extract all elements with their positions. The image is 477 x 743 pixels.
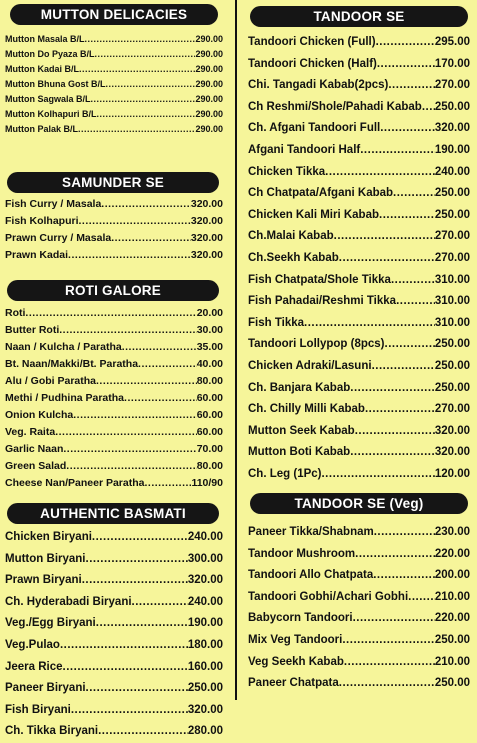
menu-item-price: 160.00 — [187, 660, 223, 673]
roti-header: ROTI GALORE — [7, 280, 219, 301]
menu-item-price: 250.00 — [434, 338, 470, 351]
leader-dots — [360, 140, 435, 162]
leader-dots — [86, 549, 188, 571]
menu-item-name: Chicken Kali Miri Kabab — [248, 208, 380, 221]
leader-dots — [385, 334, 435, 356]
menu-item-name: Onion Kulcha — [5, 409, 74, 421]
menu-item-name: Prawn Curry / Masala — [5, 232, 112, 244]
menu-item — [5, 122, 223, 137]
menu-item — [5, 592, 223, 614]
menu-item — [5, 92, 223, 107]
menu-item — [5, 458, 223, 475]
leader-dots — [92, 527, 188, 549]
menu-item-price: 320.00 — [187, 703, 223, 716]
menu-item-name: Fish Chatpata/Shole Tikka — [248, 273, 391, 286]
menu-item-price: 250.00 — [434, 677, 470, 690]
menu-item-price: 60.00 — [196, 392, 223, 404]
menu-item — [5, 230, 223, 247]
menu-item-price: 120.00 — [434, 467, 470, 480]
leader-dots — [91, 92, 196, 107]
menu-item-price: 310.00 — [434, 295, 470, 308]
samunder-header: SAMUNDER SE — [7, 172, 219, 193]
menu-item — [248, 226, 470, 248]
leader-dots — [355, 544, 435, 566]
menu-item-name: Fish Curry / Masala — [5, 198, 102, 210]
menu-item-price: 60.00 — [196, 409, 223, 421]
menu-item-name: Tandoor Mushroom — [248, 547, 356, 560]
menu-item-name: Veg./Egg Biryani — [5, 617, 96, 630]
menu-item — [5, 527, 223, 549]
menu-item — [5, 62, 223, 77]
menu-item — [5, 549, 223, 571]
menu-item — [248, 270, 470, 292]
menu-item-price: 30.00 — [196, 324, 223, 336]
menu-item-price: 180.00 — [187, 638, 223, 651]
menu-item-name: Paneer Biryani — [5, 682, 86, 695]
roti-list — [5, 305, 223, 492]
leader-dots — [111, 230, 191, 247]
leader-dots — [122, 339, 197, 356]
menu-item-name: Mutton Kadai B/L — [5, 64, 79, 74]
menu-item-name: Paneer Tikka/Shabnam — [248, 526, 374, 538]
menu-item — [248, 464, 470, 486]
menu-item-name: Veg.Pulao — [5, 638, 60, 651]
menu-item-price: 240.00 — [434, 165, 470, 178]
leader-dots — [325, 162, 435, 184]
menu-item-price: 290.00 — [195, 124, 223, 134]
menu-item — [5, 213, 223, 230]
menu-item — [248, 118, 470, 140]
menu-item — [248, 522, 470, 544]
menu-item-price: 295.00 — [434, 36, 470, 48]
menu-item-name: Chicken Biryani — [5, 531, 92, 543]
leader-dots — [124, 390, 197, 407]
menu-item-price: 270.00 — [434, 403, 470, 416]
menu-item-name: Tandoori Chicken (Half) — [248, 57, 377, 70]
menu-item-name: Babycorn Tandoori — [248, 612, 353, 625]
leader-dots — [96, 613, 188, 635]
menu-item-price: 250.00 — [434, 100, 470, 113]
leader-dots — [144, 475, 191, 492]
menu-item-name: Mutton Boti Kabab — [248, 446, 351, 459]
leader-dots — [60, 635, 188, 657]
leader-dots — [342, 630, 434, 652]
menu-item-name: Fish Pahadai/Reshmi Tikka — [248, 295, 397, 308]
menu-item-name: Afgani Tandoori Half — [248, 143, 361, 156]
menu-item — [248, 587, 470, 609]
menu-item-price: 110/90 — [191, 477, 223, 489]
menu-item-name: Ch Chatpata/Afgani Kabab — [248, 187, 394, 200]
menu-item-name: Chicken Adraki/Lasuni — [248, 359, 372, 372]
menu-item-price: 60.00 — [196, 426, 223, 438]
menu-item-name: Tandoori Lollypop (8pcs) — [248, 338, 385, 351]
leader-dots — [321, 464, 434, 486]
menu-item-price: 210.00 — [434, 590, 470, 603]
menu-item — [5, 721, 223, 743]
menu-item-name: Ch.Malai Kabab — [248, 230, 334, 243]
menu-item-price: 300.00 — [187, 552, 223, 565]
menu-item — [248, 421, 470, 443]
menu-item — [248, 399, 470, 421]
leader-dots — [98, 721, 188, 743]
menu-item-name: Mutton Bhuna Gost B/L — [5, 79, 106, 89]
menu-item — [5, 32, 223, 47]
menu-item — [5, 322, 223, 339]
leader-dots — [86, 678, 188, 700]
leader-dots — [373, 565, 435, 587]
menu-item-name: Garlic Naan — [5, 443, 64, 455]
menu-item — [248, 378, 470, 400]
leader-dots — [380, 118, 435, 140]
menu-item — [248, 652, 470, 674]
menu-item-name: Methi / Pudhina Paratha — [5, 392, 125, 404]
menu-item-price: 170.00 — [434, 57, 470, 70]
menu-item-name: Veg. Raita — [5, 426, 56, 438]
menu-item-price: 250.00 — [434, 359, 470, 372]
leader-dots — [101, 196, 191, 213]
leader-dots — [396, 291, 435, 313]
menu-item — [248, 313, 470, 335]
leader-dots — [71, 700, 188, 722]
menu-item — [248, 565, 470, 587]
menu-item-price: 230.00 — [434, 526, 470, 538]
menu-item — [248, 248, 470, 270]
menu-item — [248, 183, 470, 205]
menu-item — [248, 162, 470, 184]
menu-item — [5, 77, 223, 92]
menu-item-name: Mutton Palak B/L — [5, 124, 79, 134]
menu-item-price: 220.00 — [434, 547, 470, 560]
menu-item — [248, 673, 470, 695]
menu-item-price: 190.00 — [434, 143, 470, 156]
menu-item-price: 320.00 — [434, 122, 470, 135]
menu-item-price: 320.00 — [434, 424, 470, 437]
menu-item-price: 210.00 — [434, 655, 470, 668]
menu-item-price: 200.00 — [434, 569, 470, 582]
menu-item-name: Ch. Leg (1Pc) — [248, 467, 322, 480]
mutton-header: MUTTON DELICACIES — [10, 4, 218, 25]
menu-item-price: 40.00 — [196, 358, 223, 370]
menu-item-price: 320.00 — [187, 574, 223, 587]
menu-item-price: 20.00 — [196, 307, 223, 319]
menu-item — [248, 291, 470, 313]
menu-item-price: 320.00 — [190, 249, 223, 261]
leader-dots — [422, 97, 435, 119]
menu-item — [5, 339, 223, 356]
menu-item — [248, 32, 470, 54]
menu-item — [5, 305, 223, 322]
menu-item-name: Bt. Naan/Makki/Bt. Paratha — [5, 358, 139, 370]
menu-item — [248, 97, 470, 119]
menu-item-name: Chi. Tangadi Kabab(2pcs) — [248, 79, 389, 92]
leader-dots — [68, 247, 191, 264]
menu-item-price: 70.00 — [196, 443, 223, 455]
menu-item — [5, 700, 223, 722]
leader-dots — [304, 313, 435, 335]
menu-item-price: 320.00 — [434, 446, 470, 459]
leader-dots — [138, 356, 197, 373]
menu-item — [5, 247, 223, 264]
menu-item-price: 240.00 — [187, 531, 223, 543]
leader-dots — [391, 270, 435, 292]
leader-dots — [374, 522, 435, 544]
leader-dots — [393, 183, 435, 205]
menu-item-name: Tandoori Allo Chatpata — [248, 569, 374, 582]
leader-dots — [78, 122, 195, 137]
menu-item-name: Prawn Biryani — [5, 574, 82, 587]
menu-item — [248, 544, 470, 566]
basmati-header: AUTHENTIC BASMATI — [7, 503, 219, 524]
menu-item — [5, 47, 223, 62]
leader-dots — [376, 32, 435, 54]
menu-item-price: 190.00 — [187, 617, 223, 630]
menu-item-name: Ch.Seekh Kabab — [248, 251, 339, 264]
menu-item-price: 250.00 — [434, 381, 470, 394]
leader-dots — [132, 592, 188, 614]
menu-item-price: 290.00 — [195, 94, 223, 104]
leader-dots — [350, 378, 435, 400]
menu-item-name: Mutton Biryani — [5, 552, 86, 565]
leader-dots — [82, 570, 188, 592]
leader-dots — [55, 424, 197, 441]
menu-item-name: Roti — [5, 307, 26, 319]
menu-item-price: 290.00 — [195, 79, 223, 89]
menu-item-name: Alu / Gobi Paratha — [5, 375, 97, 387]
menu-item-name: Veg Seekh Kabab — [248, 655, 344, 668]
leader-dots — [85, 32, 196, 47]
menu-item — [5, 373, 223, 390]
leader-dots — [353, 608, 435, 630]
tandoor-veg-header: TANDOOR SE (Veg) — [250, 493, 468, 514]
leader-dots — [334, 226, 435, 248]
menu-item-name: Cheese Nan/Paneer Paratha — [5, 477, 145, 489]
tandoor-veg-list — [248, 522, 470, 695]
menu-item-name: Butter Roti — [5, 324, 60, 336]
menu-item-name: Fish Biryani — [5, 703, 71, 716]
samunder-list — [5, 196, 223, 264]
menu-item-price: 290.00 — [195, 109, 223, 119]
menu-item-price: 35.00 — [196, 341, 223, 353]
menu-item-price: 80.00 — [196, 460, 223, 472]
menu-item-price: 80.00 — [196, 375, 223, 387]
menu-item-name: Mix Veg Tandoori — [248, 633, 343, 646]
menu-item — [5, 407, 223, 424]
menu-item-price: 280.00 — [187, 725, 223, 738]
leader-dots — [59, 322, 196, 339]
basmati-list — [5, 527, 223, 743]
leader-dots — [96, 373, 197, 390]
menu-item — [5, 635, 223, 657]
leader-dots — [408, 587, 435, 609]
menu-item-price: 250.00 — [434, 208, 470, 221]
leader-dots — [63, 657, 188, 679]
menu-item-name: Ch. Banjara Kabab — [248, 381, 351, 394]
menu-item-name: Ch Reshmi/Shole/Pahadi Kabab — [248, 100, 422, 113]
menu-item-price: 320.00 — [190, 215, 223, 227]
menu-item-price: 320.00 — [190, 232, 223, 244]
menu-item — [5, 196, 223, 213]
menu-item-name: Ch. Chilly Milli Kabab — [248, 403, 365, 416]
menu-item-name: Tandoori Gobhi/Achari Gobhi — [248, 590, 409, 603]
menu-item-price: 320.00 — [190, 198, 223, 210]
menu-item — [5, 570, 223, 592]
leader-dots — [372, 356, 435, 378]
column-divider — [235, 0, 237, 700]
menu-item-name: Chicken Tikka — [248, 165, 326, 178]
menu-item-price: 250.00 — [187, 682, 223, 695]
mutton-list — [5, 32, 223, 137]
leader-dots — [96, 107, 195, 122]
menu-item-name: Mutton Seek Kabab — [248, 424, 355, 437]
menu-item — [5, 390, 223, 407]
menu-item — [5, 657, 223, 679]
menu-item — [5, 678, 223, 700]
menu-item — [248, 442, 470, 464]
menu-item — [248, 356, 470, 378]
leader-dots — [339, 673, 435, 695]
menu-item-name: Prawn Kadai — [5, 249, 69, 261]
menu-item-name: Paneer Chatpata — [248, 677, 339, 690]
leader-dots — [379, 205, 435, 227]
menu-item — [248, 75, 470, 97]
menu-item-name: Mutton Do Pyaza B/L — [5, 49, 95, 59]
menu-item — [248, 205, 470, 227]
menu-item-price: 270.00 — [434, 251, 470, 264]
menu-item-name: Fish Tikka — [248, 316, 305, 329]
menu-item-price: 250.00 — [434, 187, 470, 200]
leader-dots — [388, 75, 434, 97]
menu-item-price: 240.00 — [187, 595, 223, 608]
tandoor-header: TANDOOR SE — [250, 6, 468, 27]
leader-dots — [79, 213, 191, 230]
menu-item-price: 270.00 — [434, 79, 470, 92]
menu-item-price: 270.00 — [434, 230, 470, 243]
menu-item — [248, 630, 470, 652]
menu-item — [5, 356, 223, 373]
leader-dots — [355, 421, 435, 443]
menu-item — [5, 441, 223, 458]
menu-item-name: Fish Kolhapuri — [5, 215, 79, 227]
menu-item — [5, 475, 223, 492]
menu-item — [5, 424, 223, 441]
menu-item — [248, 140, 470, 162]
menu-item — [248, 334, 470, 356]
menu-item — [248, 54, 470, 76]
leader-dots — [73, 407, 196, 424]
menu-item-name: Mutton Sagwala B/L — [5, 94, 91, 104]
menu-item-price: 250.00 — [434, 633, 470, 646]
leader-dots — [63, 441, 196, 458]
menu-item-price: 290.00 — [195, 34, 223, 44]
menu-item-name: Ch. Tikka Biryani — [5, 725, 99, 738]
menu-item-price: 310.00 — [434, 316, 470, 329]
leader-dots — [79, 62, 195, 77]
menu-item-name: Mutton Kolhapuri B/L — [5, 109, 97, 119]
menu-item-name: Tandoori Chicken (Full) — [248, 36, 376, 48]
menu-item — [5, 613, 223, 635]
menu-item-name: Ch. Hyderabadi Biryani — [5, 595, 132, 608]
menu-item-name: Naan / Kulcha / Paratha — [5, 341, 122, 353]
leader-dots — [350, 442, 435, 464]
menu-item-name: Ch. Afgani Tandoori Full — [248, 122, 381, 135]
menu-item-price: 290.00 — [195, 49, 223, 59]
leader-dots — [344, 652, 435, 674]
leader-dots — [66, 458, 196, 475]
leader-dots — [365, 399, 435, 421]
menu-item-price: 310.00 — [434, 273, 470, 286]
leader-dots — [339, 248, 435, 270]
leader-dots — [377, 54, 435, 76]
menu-item-price: 220.00 — [434, 612, 470, 625]
menu-item — [248, 608, 470, 630]
leader-dots — [25, 305, 196, 322]
menu-item-name: Jeera Rice — [5, 660, 63, 673]
tandoor-list — [248, 32, 470, 485]
menu-item-price: 290.00 — [195, 64, 223, 74]
leader-dots — [95, 47, 196, 62]
menu-item — [5, 107, 223, 122]
leader-dots — [105, 77, 195, 92]
menu-item-name: Green Salad — [5, 460, 67, 472]
menu-item-name: Mutton Masala B/L — [5, 34, 85, 44]
